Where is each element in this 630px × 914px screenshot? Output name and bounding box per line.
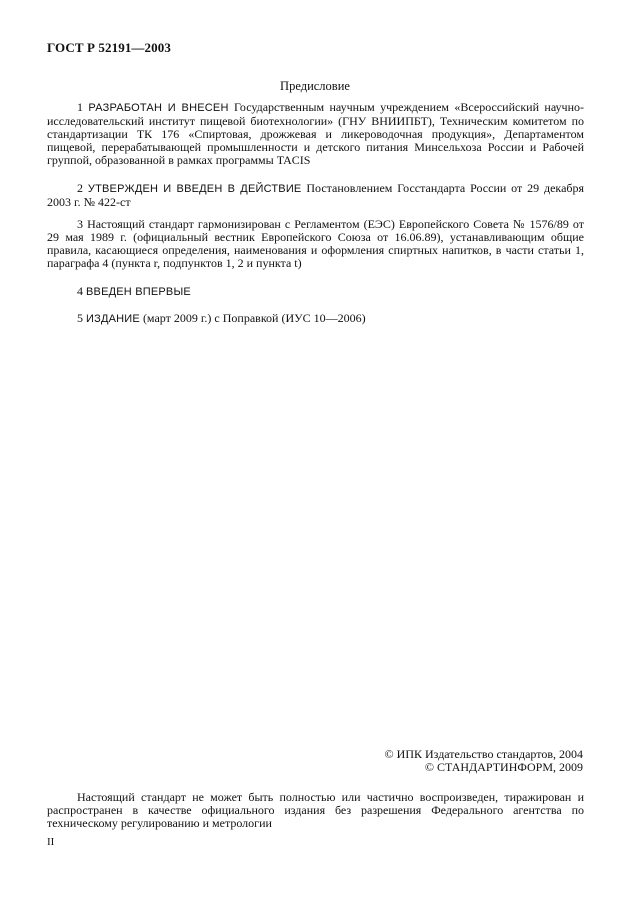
item-number: 1 — [77, 100, 83, 114]
item-lead: УТВЕРЖДЕН И ВВЕДЕН В ДЕЙСТВИЕ — [87, 183, 302, 195]
copyright-line-1: © ИПК Издательство стандартов, 2004 — [384, 747, 583, 761]
foreword-item-1 — [47, 101, 584, 167]
page-title: Предисловие — [280, 79, 350, 93]
item-text: Постановлением Госстандарта России от 29 декабря 2003 г. № 422-ст — [47, 181, 585, 209]
item-text: (март 2009 г.) с Поправкой (ИУС 10—2006) — [142, 311, 366, 325]
foreword-item-4 — [47, 285, 584, 299]
foreword-item-5 — [47, 312, 584, 326]
foreword-item-3 — [47, 218, 584, 270]
item-lead: ИЗДАНИЕ — [86, 313, 140, 325]
document-number: ГОСТ Р 52191—2003 — [47, 40, 171, 55]
foreword-item-2 — [47, 182, 584, 209]
item-text: Государственным научным учреждением «Всероссийский научно-исследовательский институт пищевой биотехнологии» (ГНУ ВНИИПБТ), Техническим комитетом по стандартизации ТК 176 «Спиртовая, дрожжевая и ликероводочная продукция», Департаментом пищевой, перерабатывающей промышленности и детского питания Минсельхоза России и Рабочей группой, образованной в рамках программы TACIS — [47, 100, 585, 167]
item-number: 2 — [77, 181, 83, 195]
copyright-line-2: © СТАНДАРТИНФОРМ, 2009 — [424, 760, 583, 774]
item-text: Настоящий стандарт гармонизирован с Регламентом (ЕЭС) Европейского Совета № 1576/89 от 29 мая 1989 г. (официальный вестник Европейского Союза от 16.06.89), устанавливающим общие правила, касающиеся определения, наименования и оформления спиртных напитков, в части статьи 1, параграфа 4 (пункта r, подпунктов 1, 2 и пункта t) — [47, 217, 585, 270]
item-number: 3 — [77, 217, 83, 231]
item-number: 5 — [77, 311, 83, 325]
reproduction-notice: Настоящий стандарт не может быть полностью или частично воспроизведен, тиражирован и распространен в качестве официального издания без разрешения Федерального агентства по техническому регулированию и метрологии — [47, 790, 584, 830]
item-lead: ВВЕДЕН ВПЕРВЫЕ — [86, 286, 191, 298]
item-lead: РАЗРАБОТАН И ВНЕСЕН — [88, 102, 229, 114]
item-number: 4 — [77, 284, 83, 298]
page-number: II — [47, 836, 55, 848]
